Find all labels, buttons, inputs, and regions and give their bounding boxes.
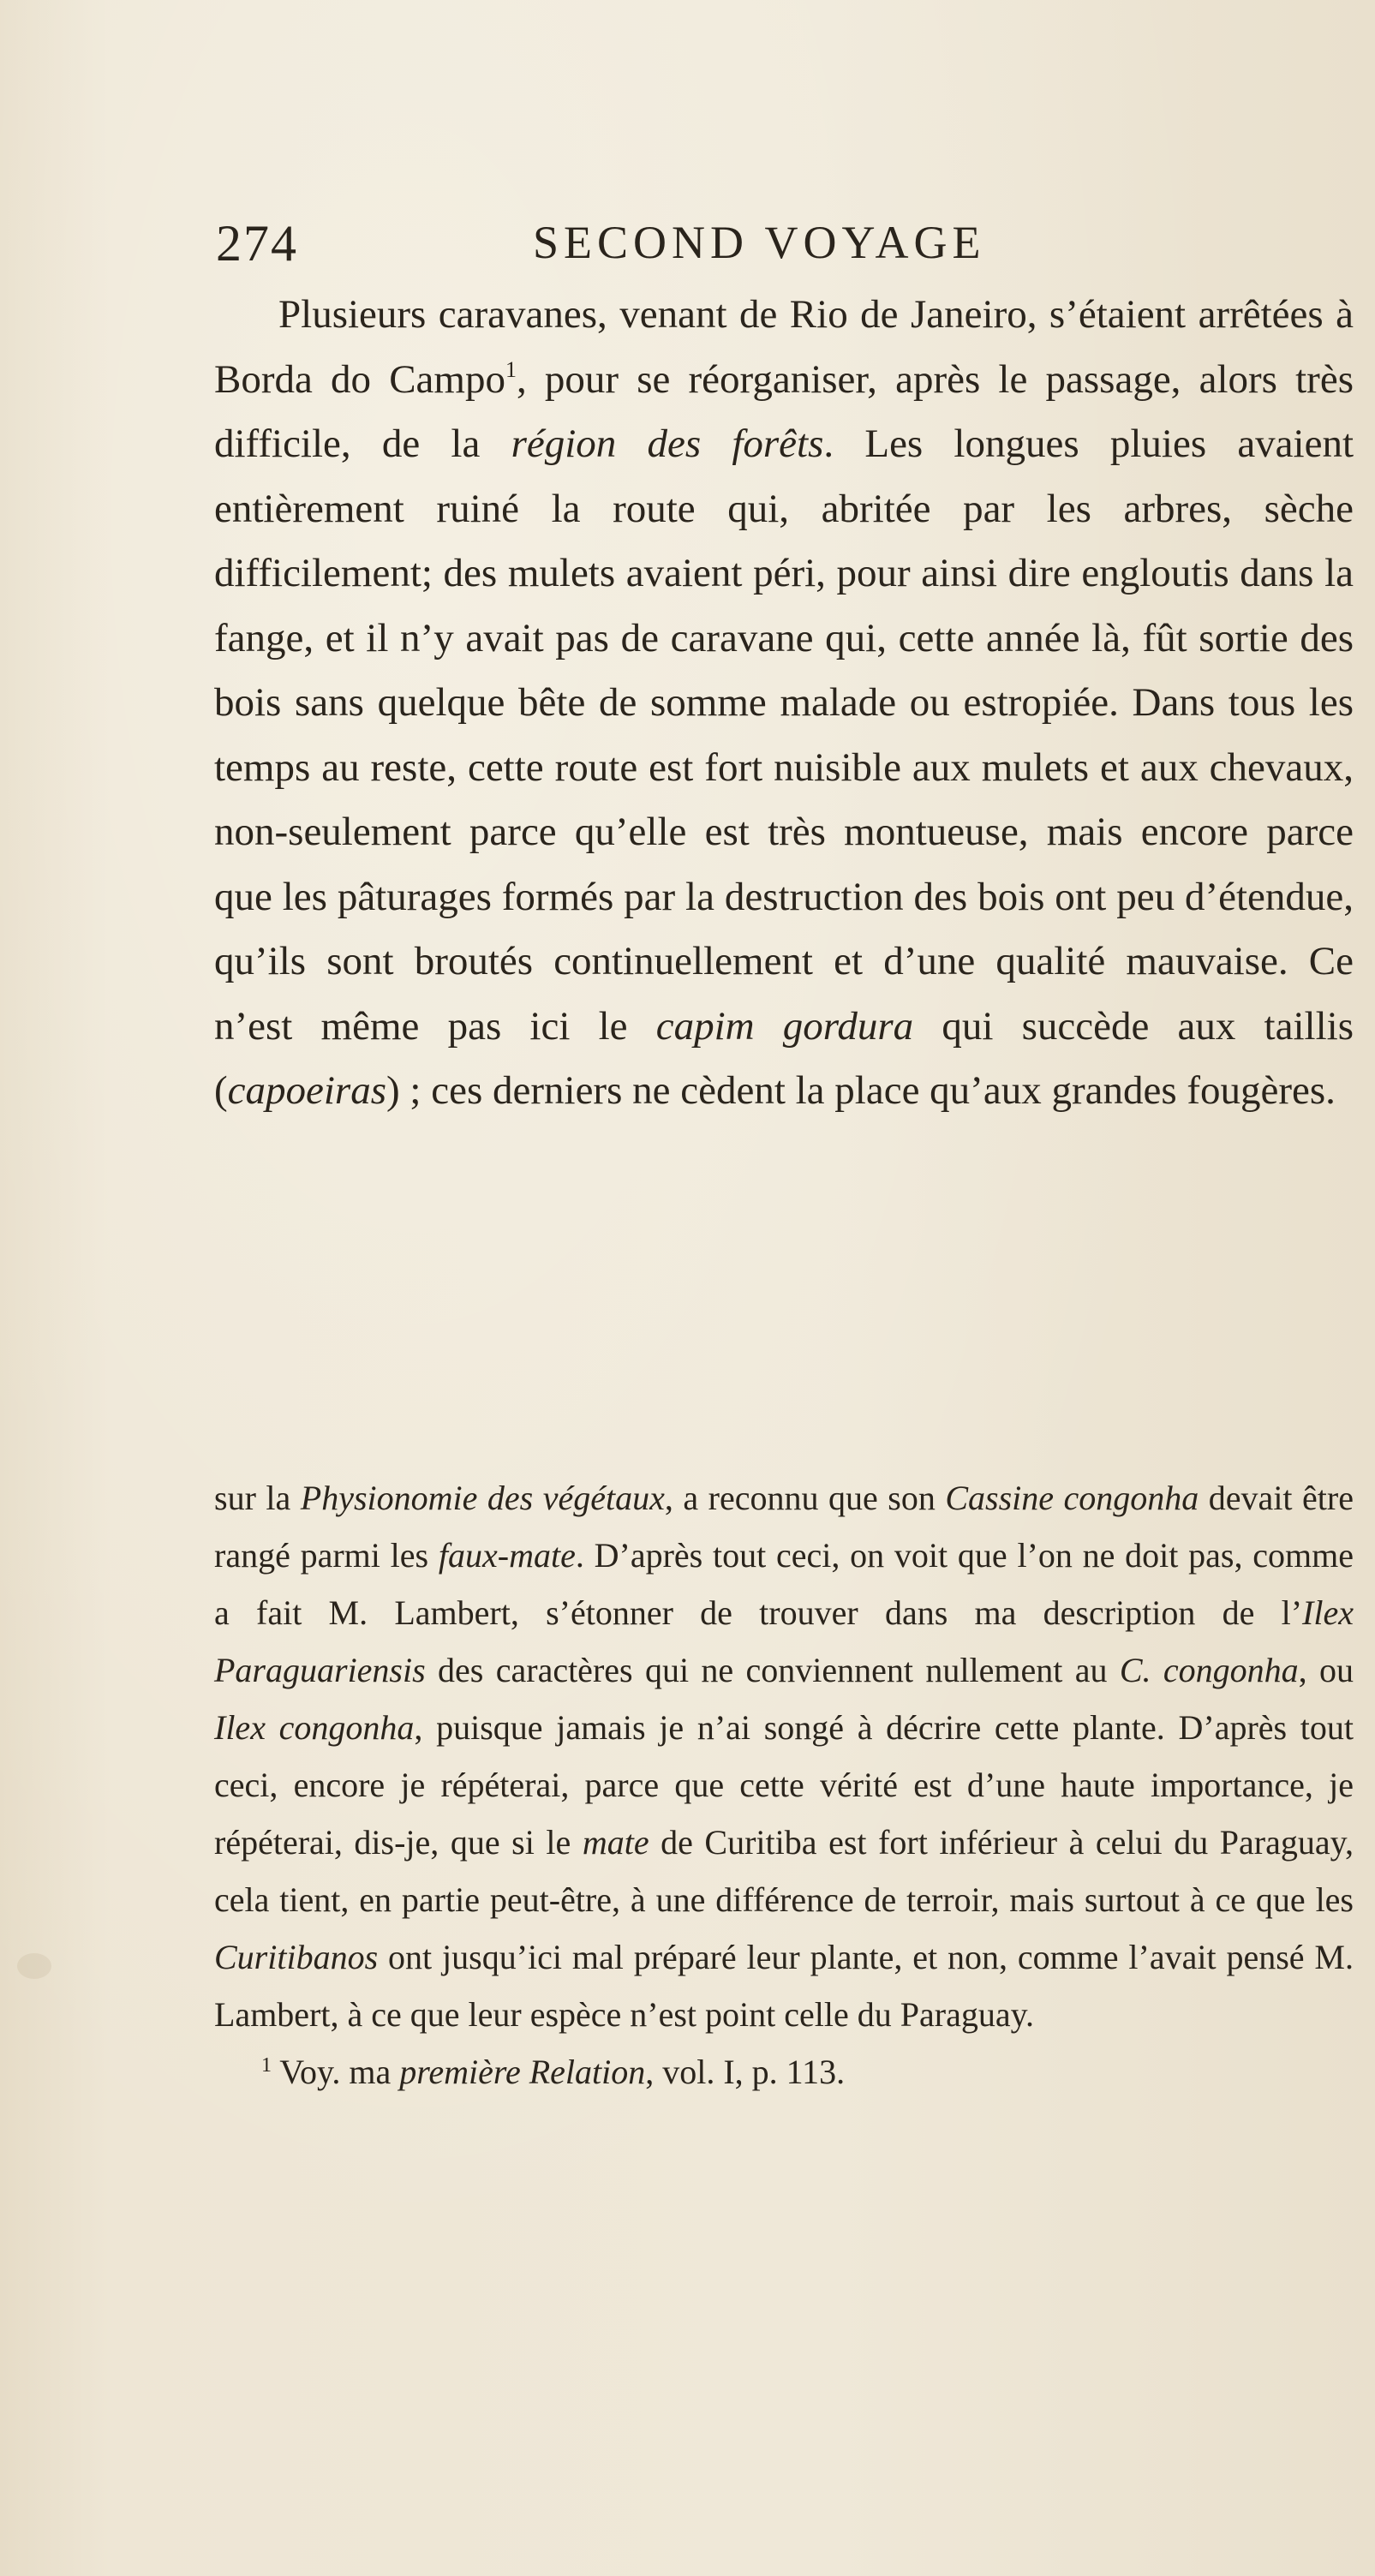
page-header (216, 214, 1051, 274)
paper-stain (17, 1953, 51, 1979)
text-run: , ou (1298, 1651, 1354, 1689)
text-run: Voy. ma (272, 2053, 400, 2091)
footnote-1 (214, 2043, 1354, 2101)
text-run: des caractères qui ne conviennent nullement au (425, 1651, 1120, 1689)
italic-term: Ilex Paraguariensis (214, 1593, 1354, 1689)
text-run: , pour se réorganiser, après le passage, alors très difficile, de la (214, 356, 1354, 466)
text-run: , a reconnu que son (664, 1479, 946, 1517)
footnote-continuation (214, 1469, 1354, 2043)
text-run: de Curitiba est fort inférieur à celui du Paraguay, cela tient, en partie peut-être, à une différence de terroir, mais surtout à ce que les (214, 1823, 1354, 1919)
text-run: qui succède aux taillis ( (214, 1003, 1354, 1113)
text-run: devait être rangé parmi les (214, 1479, 1354, 1575)
italic-term: mate (582, 1823, 649, 1862)
text-run: . Les longues pluies avaient entièrement ruiné la route qui, abritée par les arbres, sèche difficilement; des mulets avaient péri, pour ainsi dire engloutis dans la fange, et il n’y avait pas de caravane qui, cette année là, fût sortie des bois sans quelque bête de somme malade ou estropiée. Dans tous les temps au reste, cette route est fort nuisible aux mulets et aux chevaux, non-seulement parce qu’elle est très montueuse, mais encore parce que les pâturages formés par la destruction des bois ont peu d’étendue, qu’ils sont broutés continuellement et d’une qualité mauvaise. Ce n’est même pas ici le (214, 421, 1354, 1049)
italic-term: Curitibanos (214, 1938, 379, 1976)
italic-term: capim gordura (655, 1003, 914, 1049)
italic-term: région des forêts (511, 421, 824, 466)
italic-term: Ilex congonha (214, 1708, 415, 1747)
italic-term: capoeiras (227, 1068, 387, 1113)
text-run: , puisque jamais je n’ai songé à décrire cette plante. D’après tout ceci, encore je répéterai, parce que cette vérité est d’une haute importance, je répéterai, dis-je, que si le (214, 1708, 1354, 1862)
text-run: . D’après tout ceci, on voit que l’on ne doit pas, comme a fait M. Lambert, s’étonner de trouver dans ma description de l’ (214, 1536, 1354, 1632)
italic-term: Cassine congonha (945, 1479, 1199, 1517)
paragraph (214, 283, 1354, 1124)
main-text (214, 283, 1354, 1124)
italic-term: C. congonha (1119, 1651, 1299, 1689)
italic-term: première Relation (399, 2053, 646, 2091)
footnotes (214, 1469, 1354, 2101)
text-run: ont jusqu’ici mal préparé leur plante, et non, comme l’avait pensé M. Lambert, à ce que leur espèce n’est point celle du Paraguay. (214, 1938, 1354, 2034)
running-head: SECOND VOYAGE (533, 217, 986, 268)
footnote-reference: 1 (505, 356, 517, 382)
text-run: , vol. I, p. 113. (645, 2053, 846, 2091)
footnote-mark: 1 (261, 2054, 272, 2077)
italic-term: Physionomie des végétaux (300, 1479, 665, 1517)
page-number: 274 (216, 215, 298, 272)
italic-term: faux-mate (438, 1536, 576, 1575)
text-run: Plusieurs caravanes, venant de Rio de Janeiro, s’étaient arrêtées à Borda do Campo (214, 292, 1354, 402)
text-run: sur la (214, 1479, 301, 1517)
text-run: ) ; ces derniers ne cèdent la place qu’aux grandes fougères. (386, 1068, 1336, 1113)
